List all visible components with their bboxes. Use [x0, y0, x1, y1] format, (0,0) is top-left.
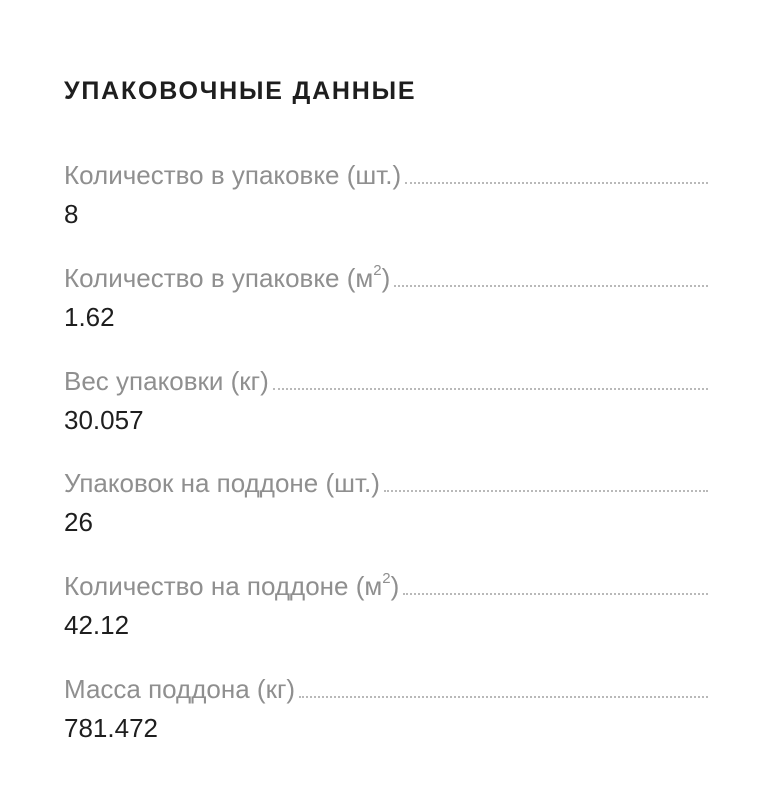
dotted-leader — [403, 593, 708, 595]
dotted-leader — [394, 285, 708, 287]
spec-value: 8 — [64, 199, 79, 229]
spec-label-line — [64, 670, 708, 704]
spec-label: Количество в упаковке (шт.) — [64, 160, 402, 190]
dotted-leader — [299, 696, 708, 698]
spec-value: 30.057 — [64, 405, 144, 435]
spec-label — [64, 263, 390, 293]
spec-label — [64, 571, 399, 601]
spec-label-text: Количество на поддоне (м — [64, 571, 383, 601]
spec-row-pack-weight — [64, 362, 708, 442]
spec-label: Масса поддона (кг) — [64, 674, 296, 704]
spec-label-suffix: ) — [381, 263, 391, 293]
spec-value: 781.472 — [64, 713, 158, 743]
spec-row-pallet-quantity-m2 — [64, 567, 708, 647]
spec-row-pallet-weight — [64, 670, 708, 750]
spec-label: Упаковок на поддоне (шт.) — [64, 468, 380, 498]
dotted-leader — [384, 490, 708, 492]
spec-label-line — [64, 464, 708, 498]
spec-label-suffix: ) — [390, 571, 400, 601]
spec-label-superscript: 2 — [382, 570, 391, 588]
spec-label-line — [64, 567, 708, 601]
section-title: УПАКОВОЧНЫЕ ДАННЫЕ — [64, 77, 417, 105]
spec-label-superscript: 2 — [373, 262, 382, 280]
spec-row-packs-per-pallet — [64, 464, 708, 544]
dotted-leader — [273, 388, 708, 390]
spec-label-line — [64, 362, 708, 396]
spec-row-pack-quantity-m2 — [64, 259, 708, 339]
dotted-leader — [405, 182, 708, 184]
spec-value: 42.12 — [64, 610, 130, 640]
spec-row-pack-quantity-pcs — [64, 156, 708, 236]
spec-value: 1.62 — [64, 302, 115, 332]
spec-label-line — [64, 156, 708, 190]
spec-value: 26 — [64, 507, 93, 537]
spec-label: Вес упаковки (кг) — [64, 366, 269, 396]
spec-label-text: Количество в упаковке (м — [64, 263, 374, 293]
spec-label-line — [64, 259, 708, 293]
